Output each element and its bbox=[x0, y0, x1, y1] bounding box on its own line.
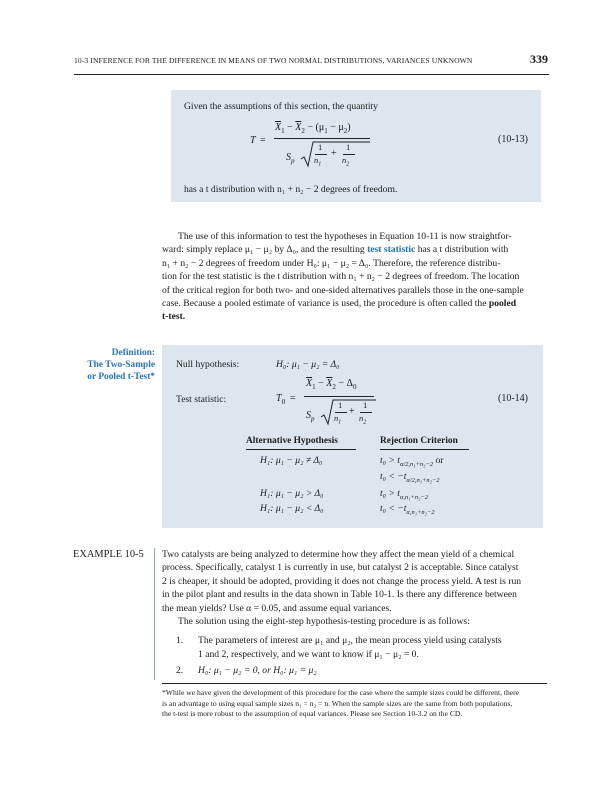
term-test-statistic: test statistic bbox=[367, 244, 416, 256]
rej-row-1: $t_0 > t_{\alpha/2,n_1+n_2-2}$ or bbox=[380, 455, 444, 468]
step-1-line1: The parameters of interest are μ₁ and μ₂, the mean process yield using catalysts bbox=[198, 635, 502, 646]
example-line: the mean yields? Use α = 0.05, and assume equal variances. bbox=[162, 602, 392, 614]
definition-title-1: The Two-Sample bbox=[87, 360, 155, 370]
step-number: 2. bbox=[176, 665, 184, 676]
page-number: 339 bbox=[530, 52, 548, 66]
alt-row-4: H₁: μ₁ − μ₂ < Δ₀ bbox=[260, 503, 324, 514]
running-header: 10-3 INFERENCE FOR THE DIFFERENCE IN MEANS OF TWO NORMAL DISTRIBUTIONS, VARIANCES UNKNOWN bbox=[74, 56, 473, 65]
test-label: Test statistic: bbox=[176, 394, 227, 405]
header-rule bbox=[74, 74, 549, 75]
footnote bbox=[162, 688, 547, 720]
term-t-test: t-test. bbox=[162, 311, 186, 323]
footnote-line: is an advantage to using equal sample sizes n₁ = n₂ = n. When the sample sizes are the same from both populations, bbox=[162, 698, 513, 708]
example-line: Two catalysts are being analyzed to determine how they affect the mean yield of a chemical bbox=[162, 549, 515, 560]
para-line: has a t distribution with bbox=[415, 244, 509, 256]
solution-intro: The solution using the eight-step hypothesis-testing procedure is as follows: bbox=[178, 616, 470, 628]
para-line: tion for the test statistic is the t distribution with n₁ + n₂ − 2 degrees of freedom. The location bbox=[162, 271, 520, 283]
body-paragraph bbox=[162, 230, 547, 324]
para-line: n₁ + n₂ − 2 degrees of freedom under H₀: μ₁ − μ₂ = Δ₀. Therefore, the reference distribu- bbox=[162, 257, 501, 269]
null-label: Null hypothesis: bbox=[176, 359, 240, 370]
term-pooled: pooled bbox=[488, 298, 517, 310]
example-body bbox=[162, 548, 547, 628]
rej-row-4: $t_0 < -t_{\alpha,n_1+n_2-2}$ bbox=[380, 503, 435, 516]
step-1-line2: 1 and 2, respectively, and we want to know if μ₁ − μ₂ = 0. bbox=[198, 649, 419, 660]
footnote-rule bbox=[162, 683, 547, 684]
footnote-line: *While we have given the development of this procedure for the case where the sample sizes could be different, there bbox=[162, 688, 520, 697]
box1-outro: has a t distribution with n₁ + n₂ − 2 degrees of freedom. bbox=[184, 184, 398, 195]
example-line: in the pilot plant and results in the data shown in Table 10-1. Is there any difference between bbox=[162, 589, 517, 601]
table-rule bbox=[380, 449, 469, 450]
example-line: 2 is cheaper, it should be adopted, providing it does not change the process yield. A test is run bbox=[162, 575, 522, 587]
null-expression: H₀: μ₁ − μ₂ = Δ₀ bbox=[276, 359, 340, 370]
para-line: ward: simply replace μ₁ − μ₂ by Δ₀, and the resulting bbox=[162, 244, 368, 256]
para-line: The use of this information to test the hypotheses in Equation 10-11 is now straightfor- bbox=[178, 231, 512, 242]
definition-label bbox=[60, 347, 155, 383]
alt-row-3: H₁: μ₁ − μ₂ > Δ₀ bbox=[260, 488, 324, 499]
step-2-text: H₀: μ₁ − μ₂ = 0, or H₀: μ₁ = μ₂ bbox=[198, 665, 317, 676]
footnote-line: the t-test is more robust to the assumption of equal variances. Please see Section 10-3.2 on the CD. bbox=[162, 709, 463, 719]
example-label: EXAMPLE 10-5 bbox=[73, 549, 144, 560]
table-rule bbox=[246, 449, 356, 450]
equation-10-14: $T_0$ = $\overline{X}_1 - \overline{X}_2 - \Delta_0$ $S_p$ 1 $n_1$ + 1 $n_2$ bbox=[276, 374, 396, 430]
rej-row-2: $t_0 < -t_{\alpha/2,n_1+n_2-2}$ bbox=[380, 471, 440, 484]
alt-row-1: H₁: μ₁ − μ₂ ≠ Δ₀ bbox=[260, 455, 323, 466]
example-bar bbox=[154, 548, 155, 680]
col-alternative: Alternative Hypothesis bbox=[246, 436, 338, 446]
example-line: process. Specifically, catalyst 1 is currently in use, but catalyst 2 is acceptable. Since catalyst bbox=[162, 562, 519, 574]
box1-intro: Given the assumptions of this section, the quantity bbox=[184, 101, 378, 112]
definition-title-2: or Pooled t-Test* bbox=[87, 372, 155, 382]
equation-10-13: T = $\overline{X}_1 - \overline{X}_2 - (\mu_1 - \mu_2)$ $S_p$ 1 $n_1$ + 1 $n_2$ bbox=[250, 118, 430, 174]
para-line: of the critical region for both two- and one-sided alternatives parallels those in the one-sample bbox=[162, 284, 524, 296]
hypothesis-table bbox=[246, 436, 486, 520]
eq-number-10-13: (10-13) bbox=[498, 134, 528, 145]
para-line: case. Because a pooled estimate of variance is used, the procedure is often called the bbox=[162, 298, 489, 310]
step-number: 1. bbox=[176, 635, 184, 646]
eq-number-10-14: (10-14) bbox=[498, 393, 528, 404]
col-rejection: Rejection Criterion bbox=[380, 436, 458, 446]
definition-heading: Definition: bbox=[111, 348, 155, 358]
rej-row-3: $t_0 > t_{\alpha,n_1+n_2-2}$ bbox=[380, 488, 429, 501]
